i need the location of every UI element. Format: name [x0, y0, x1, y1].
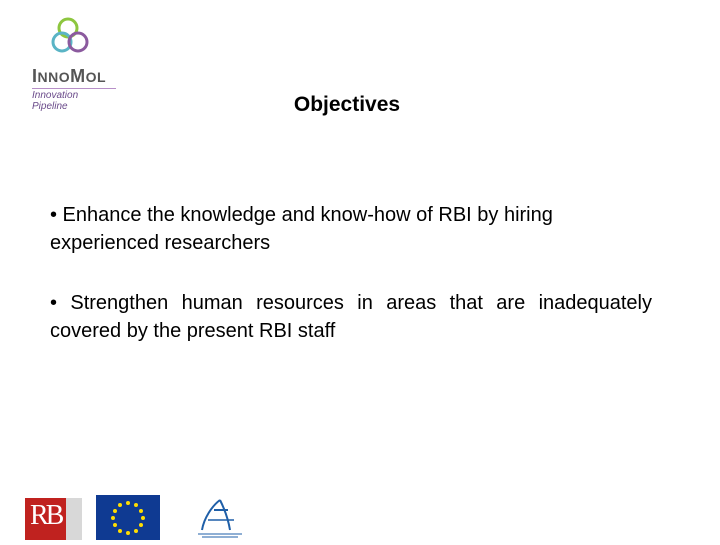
bullet-item: • Enhance the knowledge and know-how of RBI by hiring experienced researchers — [50, 204, 553, 254]
innomol-logo — [28, 14, 128, 112]
rbi-logo-strip — [66, 498, 82, 540]
fp7-logo-icon — [190, 496, 250, 540]
bullet-list — [50, 201, 652, 377]
logo-tagline: Innovation Pipeline — [32, 88, 116, 112]
bullet-item: • Strengthen human resources in areas that are inadequately covered by the present RBI staff — [50, 292, 652, 342]
rbi-logo-text: RB — [30, 500, 62, 531]
footer-logos — [0, 490, 720, 540]
logo-wordmark: INNOMOL — [32, 66, 107, 86]
innomol-rings-icon — [50, 14, 98, 62]
eu-flag-icon — [96, 495, 160, 540]
slide-title: Objectives — [293, 93, 401, 116]
